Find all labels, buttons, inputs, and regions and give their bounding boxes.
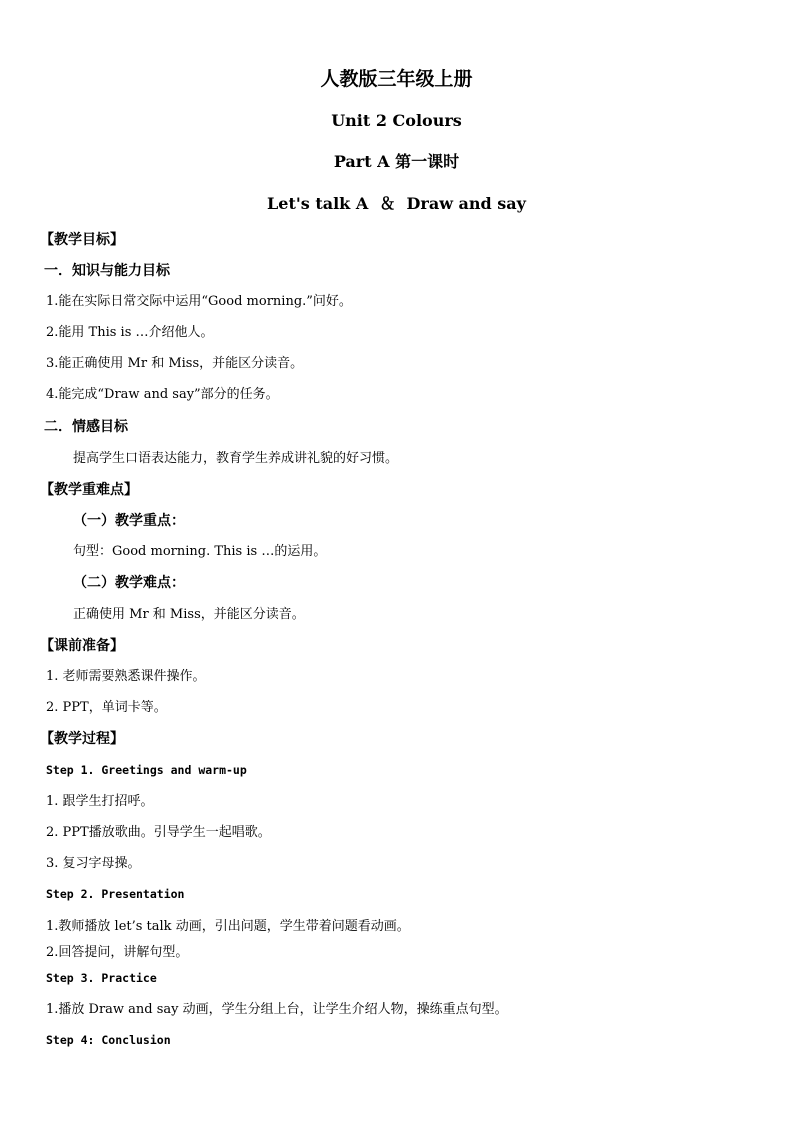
knowledge-item: 4.能完成“Draw and say”部分的任务。 xyxy=(46,387,279,402)
step1-item: 3. 复习字母操。 xyxy=(46,856,141,871)
knowledge-item: 1.能在实际日常交际中运用“Good morning.”问好。 xyxy=(46,294,352,309)
preparation-heading: 【课前准备】 xyxy=(40,638,124,654)
focus-text: 句型：Good morning. This is …的运用。 xyxy=(73,544,327,559)
part-title: Part A 第一课时 xyxy=(333,152,460,171)
unit-title: Unit 2 Colours xyxy=(331,111,462,130)
lesson-title: Let's talk A ＆ Draw and say xyxy=(267,194,526,213)
difficulty-heading: （二）教学难点： xyxy=(73,575,185,591)
step2-heading: Step 2. Presentation xyxy=(46,887,185,901)
doc-title: 人教版三年级上册 xyxy=(320,68,473,90)
step1-heading: Step 1. Greetings and warm-up xyxy=(46,763,247,777)
step2-item: 1.教师播放 let’s talk 动画，引出问题，学生带着问题看动画。 xyxy=(46,919,410,934)
process-heading: 【教学过程】 xyxy=(40,731,124,747)
focus-heading: （一）教学重点： xyxy=(73,513,185,529)
knowledge-heading: 一．知识与能力目标 xyxy=(44,263,170,279)
difficulty-text: 正确使用 Mr 和 Miss，并能区分读音。 xyxy=(73,607,305,622)
emotion-heading: 二．情感目标 xyxy=(44,419,128,435)
step3-heading: Step 3. Practice xyxy=(46,971,157,985)
preparation-item: 2. PPT，单词卡等。 xyxy=(46,700,167,715)
knowledge-item: 2.能用 This is …介绍他人。 xyxy=(46,325,214,340)
knowledge-item: 3.能正确使用 Mr 和 Miss，并能区分读音。 xyxy=(46,356,304,371)
objectives-heading: 【教学目标】 xyxy=(40,232,124,248)
step4-heading: Step 4: Conclusion xyxy=(46,1033,171,1047)
step2-item: 2.回答提问，讲解句型。 xyxy=(46,945,189,960)
keypoints-heading: 【教学重难点】 xyxy=(40,482,138,498)
step1-item: 1. 跟学生打招呼。 xyxy=(46,794,154,809)
step1-item: 2. PPT播放歌曲。引导学生一起唱歌。 xyxy=(46,825,271,840)
preparation-item: 1. 老师需要熟悉课件操作。 xyxy=(46,669,206,684)
step3-item: 1.播放 Draw and say 动画，学生分组上台，让学生介绍人物，操练重点句型。 xyxy=(46,1002,508,1017)
emotion-text: 提高学生口语表达能力，教育学生养成讲礼貌的好习惯。 xyxy=(73,451,399,466)
